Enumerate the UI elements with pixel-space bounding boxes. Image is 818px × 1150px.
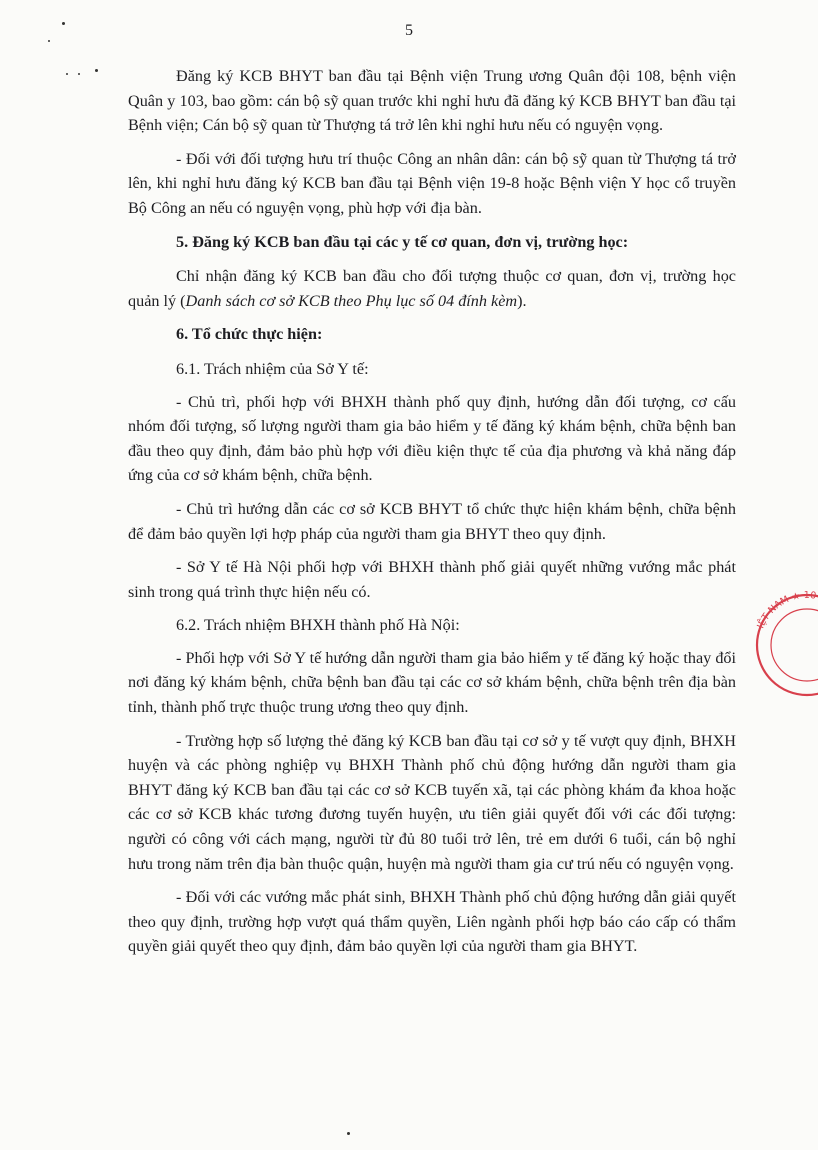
paragraph: - Trường hợp số lượng thẻ đăng ký KCB ban đầu tại cơ sở y tế vượt quy định, BHXH huyện và các phòng nghiệp vụ BHXH Thành phố chủ động hướng dẫn người tham gia BHYT đăng ký KCB ban đầu tại các cơ sở KCB tuyến xã, tại các phòng khám đa khoa hoặc các cơ sở KCB khác tương đương tuyến huyện, ưu tiên giải quyết đối với các đối tượng: người có công với cách mạng, người từ đủ 80 tuổi trở lên, trẻ em dưới 6 tuổi, cán bộ nghỉ hưu trong năm trên địa bàn thuộc quận, huyện mà người tham gia cư trú nếu có nguyện vọng. <box>128 731 736 873</box>
text-run: Chỉ nhận đăng ký KCB ban đầu cho đối tượng thuộc cơ quan, đơn vị, trường học quản lý ( <box>128 267 736 310</box>
text-run: ). <box>517 291 527 310</box>
scan-speck <box>78 73 80 75</box>
italic-reference: Danh sách cơ sở KCB theo Phụ lục số 04 đính kèm <box>185 291 518 310</box>
paragraph: - Sở Y tế Hà Nội phối hợp với BHXH thành phố giải quyết những vướng mắc phát sinh trong quá trình thực hiện nếu có. <box>128 558 736 601</box>
page-number: 5 <box>405 22 413 39</box>
section-heading: 6. Tổ chức thực hiện: <box>176 325 323 344</box>
paragraph: - Đối với các vướng mắc phát sinh, BHXH Thành phố chủ động hướng dẫn giải quyết theo quy định, trường hợp vượt quá thẩm quyền, Liên ngành phối hợp báo cáo cấp có thẩm quyền giải quyết theo quy định, đảm bảo quyền lợi của người tham gia BHYT. <box>128 888 736 956</box>
paragraph: Đăng ký KCB BHYT ban đầu tại Bệnh viện Trung ương Quân đội 108, bệnh viện Quân y 103, bao gồm: cán bộ sỹ quan trước khi nghỉ hưu đã đăng ký KCB BHYT ban đầu tại Bệnh viện; Cán bộ sỹ quan từ Thượng tá trở lên khi nghỉ hưu nếu có nguyện vọng. <box>128 67 736 135</box>
document-body <box>128 64 736 968</box>
stamp-text: IỆT NAM ★ 10 <box>755 590 817 631</box>
paragraph: - Phối hợp với Sở Y tế hướng dẫn người tham gia bảo hiểm y tế đăng ký hoặc thay đổi nơi đăng ký khám bệnh, chữa bệnh ban đầu tại các cơ sở khám bệnh, chữa bệnh trên địa bàn tỉnh, thành phố trực thuộc trung ương theo quy định. <box>128 648 736 717</box>
paragraph: - Đối với đối tượng hưu trí thuộc Công an nhân dân: cán bộ sỹ quan từ Thượng tá trở lên, khi nghỉ hưu đăng ký KCB ban đầu tại Bệnh viện 19-8 hoặc Bệnh viện Y học cổ truyền Bộ Công an nếu có nguyện vọng, phù hợp với địa bàn. <box>128 149 736 217</box>
section-heading: 5. Đăng ký KCB ban đầu tại các y tế cơ quan, đơn vị, trường học: <box>176 232 629 251</box>
scan-speck <box>66 73 68 75</box>
subsection-heading: 6.2. Trách nhiệm BHXH thành phố Hà Nội: <box>176 616 460 635</box>
paragraph: - Chủ trì, phối hợp với BHXH thành phố quy định, hướng dẫn đối tượng, cơ cấu nhóm đối tượng, số lượng người tham gia bảo hiểm y tế đăng ký khám bệnh, chữa bệnh ban đầu theo quy định, đảm bảo phù hợp với điều kiện thực tế của địa phương và khả năng đáp ứng của cơ sở khám bệnh, chữa bệnh. <box>128 392 736 485</box>
subsection-heading: 6.1. Trách nhiệm của Sở Y tế: <box>176 359 369 378</box>
paragraph: - Chủ trì hướng dẫn các cơ sở KCB BHYT tổ chức thực hiện khám bệnh, chữa bệnh để đảm bảo quyền lợi hợp pháp của người tham gia BHYT theo quy định. <box>128 499 736 543</box>
scan-speck <box>48 40 50 42</box>
paragraph <box>128 264 736 313</box>
red-seal-stamp <box>752 590 818 700</box>
svg-text:IỆT NAM ★ 10 <box>754 590 818 643</box>
scan-speck <box>95 69 98 72</box>
scan-speck <box>347 1132 350 1135</box>
